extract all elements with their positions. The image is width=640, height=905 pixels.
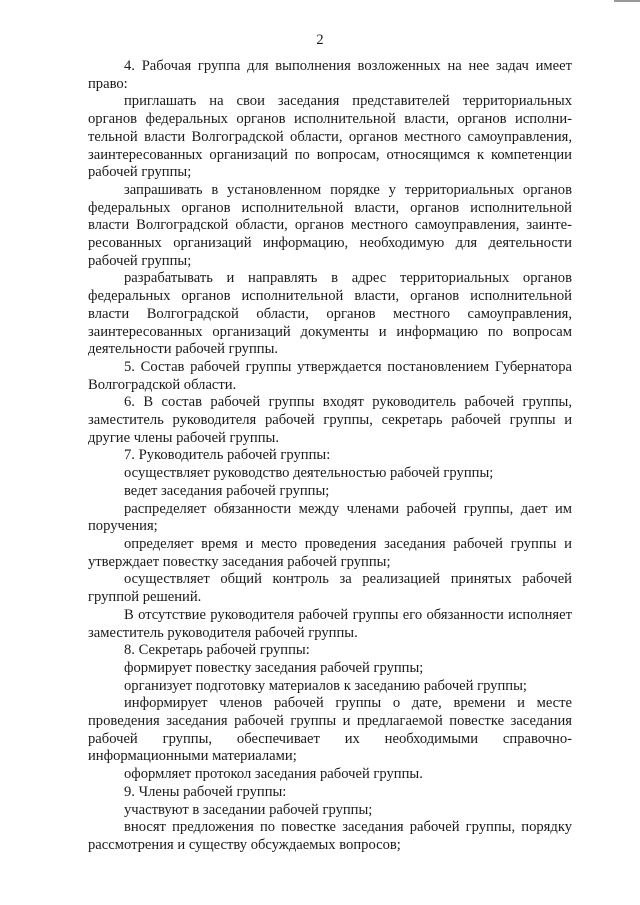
paragraph-members-propose: вносят предложения по повестке заседания рабочей группы, порядку рассмотрения и существу обсуждаемых вопросов; [88, 819, 572, 853]
paragraph-9-members-heading: 9. Члены рабочей группы: [124, 783, 287, 800]
paragraph-8-secretary-heading: 8. Секретарь рабочей группы: [124, 642, 310, 659]
paragraph-secretary-agenda: формирует повестку заседания рабочей группы; [124, 659, 424, 676]
document-body [88, 58, 572, 855]
paragraph-head-sets-time: определяет время и место проведения заседания рабочей группы и утверждает повестку заседания рабочей группы; [88, 535, 572, 570]
paragraph-5-composition: 5. Состав рабочей группы утверждается постановлением Губернатора Волгоградской области. [88, 358, 572, 393]
paragraph-secretary-minutes: оформляет протокол заседания рабочей группы. [124, 766, 423, 783]
paragraph-head-chairs: ведет заседания рабочей группы; [124, 482, 330, 499]
paragraph-4-rights: 4. Рабочая группа для выполнения возложенных на нее задач имеет право: [88, 58, 572, 92]
paragraph-invite-representatives: приглашать на свои заседания представителей территориальных органов федеральных органов исполнительной власти, органов исполнительной власти Волгоградской области, органов местного самоуправления, заинтересованных организаций по вопросам, относящимся к компетенции рабочей группы; [88, 93, 572, 181]
paragraph-develop-documents: разрабатывать и направлять в адрес территориальных органов федеральных органов исполнительной власти, органов исполнительной власти Волгоградской области, органов местного самоуправления, заинтересованных организаций документы и информацию по вопросам деятельности рабочей группы. [88, 270, 572, 358]
paragraph-6-members: 6. В состав рабочей группы входят руководитель рабочей группы, заместитель руководителя рабочей группы, секретарь рабочей группы и другие члены рабочей группы. [88, 394, 572, 446]
paragraph-secretary-informs: информирует членов рабочей группы о дате, времени и месте проведения заседания рабочей группы и предлагаемой повестке заседания рабочей группы, обеспечивает их необходимыми справочно-информационными материалами; [88, 695, 572, 765]
paragraph-members-participate: участвуют в заседании рабочей группы; [124, 801, 373, 818]
paragraph-request-information: запрашивать в установленном порядке у территориальных органов федеральных органов исполнительной власти, органов исполнительной власти Волгоградской области, органов местного самоуправления, заинтересованных организаций информацию, необходимую для деятельности рабочей группы; [88, 181, 572, 269]
paragraph-head-distributes: распределяет обязанности между членами рабочей группы, дает им поручения; [88, 500, 572, 535]
paragraph-head-manages: осуществляет руководство деятельностью рабочей группы; [124, 465, 494, 482]
paragraph-head-controls: осуществляет общий контроль за реализацией принятых рабочей группой решений. [88, 571, 572, 606]
page-number: 2 [316, 32, 324, 48]
paragraph-secretary-materials: организует подготовку материалов к заседанию рабочей группы; [124, 677, 527, 694]
paragraph-head-absence: В отсутствие руководителя рабочей группы его обязанности исполняет заместитель руководителя рабочей группы. [88, 606, 572, 641]
page-corner-mark [614, 0, 640, 2]
paragraph-7-head-heading: 7. Руководитель рабочей группы: [124, 447, 331, 464]
